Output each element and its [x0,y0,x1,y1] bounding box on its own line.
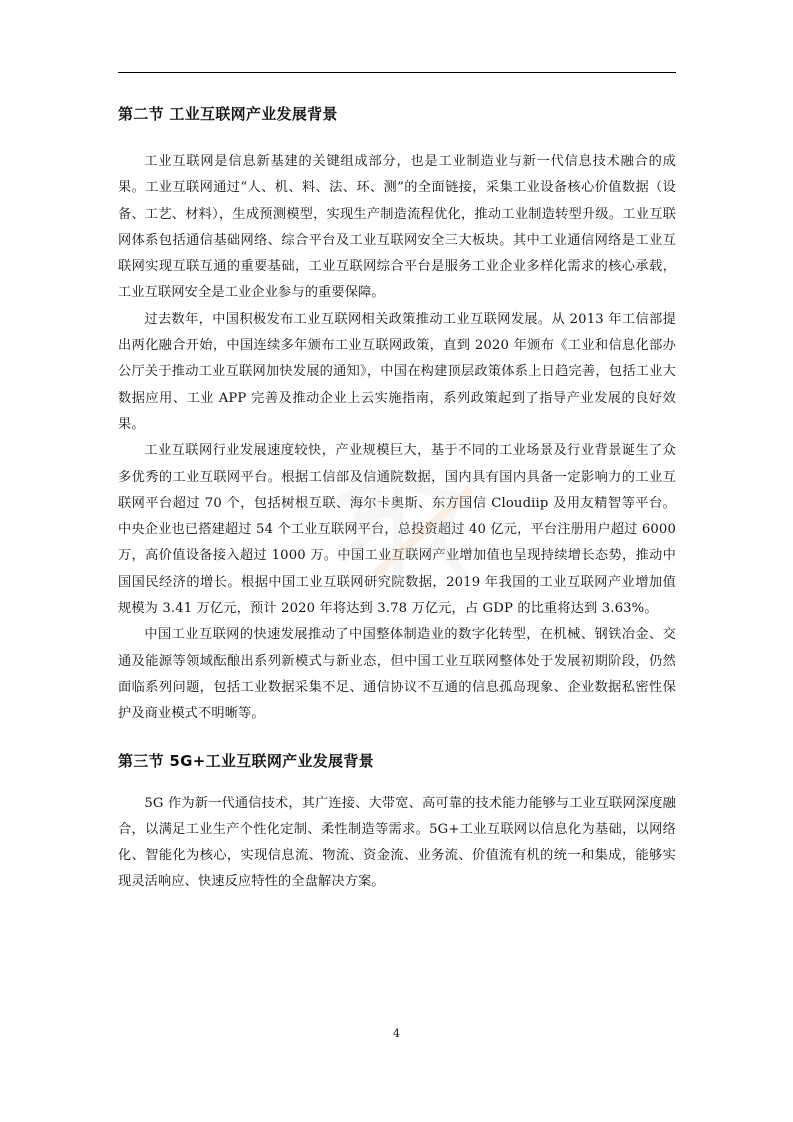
body-paragraph: 工业互联网是信息新基建的关键组成部分，也是工业制造业与新一代信息技术融合的成果。工业互联网通过“人、机、料、法、环、测”的全面链接，采集工业设备核心价值数据（设备、工艺、材料），生成预测模型，实现生产制造流程优化，推动工业制造转型升级。工业互联网体系包括通信基础网络、综合平台及工业互联网安全三大板块。其中工业通信网络是工业互联网实现互联互通的重要基础，工业互联网综合平台是服务工业企业多样化需求的核心承载，工业互联网安全是工业企业参与的重要保障。 [118,154,676,301]
body-paragraph: 中国工业互联网的快速发展推动了中国整体制造业的数字化转型，在机械、钢铁冶金、交通及能源等领域酝酿出系列新模式与新业态，但中国工业互联网整体处于发展初期阶段，仍然面临系列问题，包括工业数据采集不足、通信协议不互通的信息孤岛现象、企业数据私密性保护及商业模式不明晰等。 [118,627,676,722]
body-paragraph: 过去数年，中国积极发布工业互联网相关政策推动工业互联网发展。从 2013 年工信部提出两化融合开始，中国连续多年颁布工业互联网政策，直到 2020 年颁布《工业和信息化部办公厅关于推动工业互联网加快发展的通知》，中国在构建顶层政策体系上日趋完善，包括工业大数据应用、工业 APP 完善及推动企业上云实施指南，系列政策起到了指导产业发展的良好效果。 [118,311,676,432]
body-paragraph: 工业互联网行业发展速度较快，产业规模巨大，基于不同的工业场景及行业背景诞生了众多优秀的工业互联网平台。根据工信部及信通院数据，国内具有国内具备一定影响力的工业互联网平台超过 70 个，包括树根互联、海尔卡奥斯、东方国信 Cloudiip 及用友精智等平台。中央企业也已搭建超过 54 个工业互联网平台，总投资超过 40 亿元，平台注册用户超过 6000 万，高价值设备接入超过 1000 万。中国工业互联网产业增加值也呈现持续增长态势，推动中国国民经济的增长。根据中国工业互联网研究院数据，2019 年我国的工业互联网产业增加值规模为 3.41 万亿元，预计 2020 年将达到 3.78 万亿元，占 GDP 的比重将达到 3.63%。 [118,443,676,617]
section-title: 第二节 工业互联网产业发展背景 [118,105,338,123]
section-title: 第三节 5G+工业互联网产业发展背景 [118,751,374,770]
body-paragraph: 5G 作为新一代通信技术，其广连接、大带宽、高可靠的技术能力能够与工业互联网深度融合，以满足工业生产个性化定制、柔性制造等需求。5G+工业互联网以信息化为基础，以网络化、智能化为核心，实现信息流、物流、资金流、业务流、价值流有机的统一和集成，能够实现灵活响应、快速反应特性的全盘解决方案。 [118,795,676,890]
page-body [118,96,676,896]
page-number: 4 [393,1027,400,1040]
header-rule [118,72,676,73]
